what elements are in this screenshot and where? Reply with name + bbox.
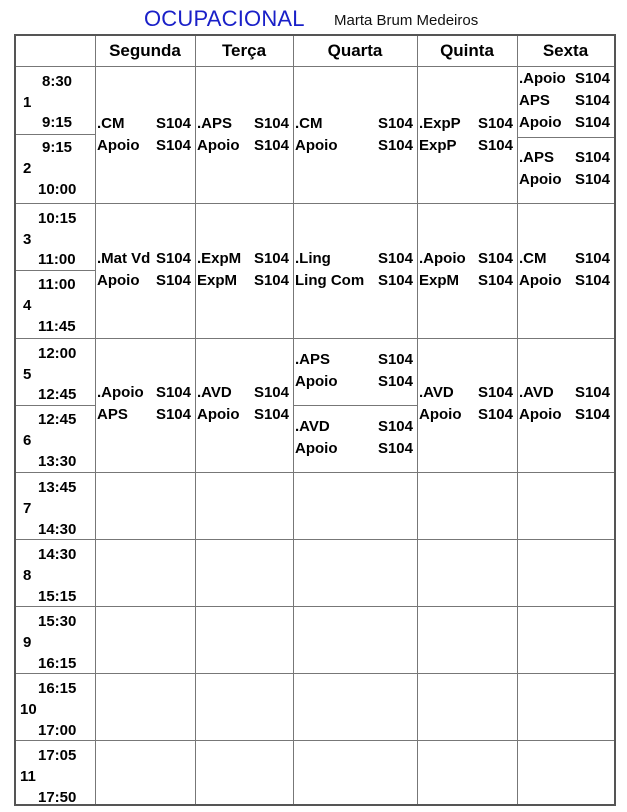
class-entry — [197, 382, 289, 404]
subject-code: Apoio — [197, 137, 240, 154]
day-header-sexta: Sexta — [542, 41, 589, 60]
room-code: S104 — [253, 406, 289, 423]
class-entry — [519, 248, 610, 270]
class-entry — [519, 404, 610, 426]
room-code: S104 — [574, 92, 610, 109]
room-code: S104 — [253, 115, 289, 132]
room-code: S104 — [155, 250, 191, 267]
subject-code: .Apoio — [419, 250, 466, 267]
period-number: 7 — [23, 500, 32, 517]
class-cell-b3-terca[interactable] — [197, 382, 289, 426]
class-entry — [419, 113, 513, 135]
subject-code: .APS — [295, 351, 331, 368]
room-code: S104 — [477, 250, 513, 267]
room-code: S104 — [574, 406, 610, 423]
subject-code: ExpM — [197, 272, 238, 289]
subject-code: .Apoio — [519, 70, 566, 87]
room-code: S104 — [574, 149, 610, 166]
period-end-time: 17:50 — [38, 789, 77, 806]
period-start-time: 15:30 — [38, 613, 77, 630]
row-divider — [16, 203, 614, 204]
subject-code: Apoio — [419, 406, 462, 423]
subject-code: .APS — [519, 149, 555, 166]
room-code: S104 — [377, 418, 413, 435]
cell-divider — [293, 405, 417, 406]
period-start-time: 10:15 — [38, 210, 77, 227]
row-divider — [16, 740, 614, 741]
room-code: S104 — [574, 384, 610, 401]
day-header-segunda: Segunda — [109, 41, 181, 60]
period-end-time: 13:30 — [38, 453, 77, 470]
class-entry — [295, 270, 413, 292]
room-code: S104 — [477, 115, 513, 132]
period-number: 10 — [20, 701, 37, 718]
class-entry — [519, 270, 610, 292]
period-start-time: 11:00 — [38, 276, 76, 293]
period-divider — [16, 134, 95, 135]
time-block — [16, 539, 95, 606]
period-start-time: 8:30 — [42, 73, 73, 90]
subject-code: .Mat Vd — [97, 250, 151, 267]
time-block — [16, 606, 95, 673]
subject-code: APS — [97, 406, 128, 423]
period-number: 11 — [20, 768, 36, 785]
subject-code: Apoio — [295, 137, 338, 154]
period-start-time: 16:15 — [38, 680, 77, 697]
room-code: S104 — [377, 373, 413, 390]
room-code: S104 — [477, 272, 513, 289]
subject-code: Apoio — [295, 373, 338, 390]
period-number: 5 — [23, 366, 32, 383]
row-divider — [16, 66, 614, 67]
period-end-time: 10:00 — [38, 181, 77, 198]
class-entry — [197, 404, 289, 426]
room-code: S104 — [477, 406, 513, 423]
subject-code: ExpP — [419, 137, 457, 154]
subject-code: .Apoio — [97, 384, 144, 401]
room-code: S104 — [377, 351, 413, 368]
subject-code: Apoio — [295, 440, 338, 457]
room-code: S104 — [253, 384, 289, 401]
column-divider — [417, 36, 418, 804]
class-entry — [295, 416, 413, 438]
room-code: S104 — [377, 115, 413, 132]
class-entry — [197, 248, 289, 270]
subject-code: Apoio — [519, 272, 562, 289]
class-cell-b3-quarta-top[interactable] — [295, 349, 413, 393]
period-start-time: 17:05 — [38, 747, 77, 764]
cell-divider — [517, 137, 614, 138]
class-cell-b2-sexta[interactable] — [519, 248, 610, 292]
period-end-time: 9:15 — [42, 114, 73, 131]
subject-code: Apoio — [519, 406, 562, 423]
class-entry — [295, 135, 413, 157]
period-end-time: 14:30 — [38, 521, 77, 538]
class-entry — [295, 248, 413, 270]
class-cell-b1-sexta-top[interactable] — [519, 68, 610, 134]
subject-code: .AVD — [197, 384, 232, 401]
subject-code: .Ling — [295, 250, 331, 267]
period-number: 9 — [23, 634, 32, 651]
subject-code: Apoio — [97, 137, 140, 154]
period-end-time: 12:45 — [38, 386, 77, 403]
period-start-time: 13:45 — [38, 479, 77, 496]
period-end-time: 17:00 — [38, 722, 77, 739]
period-number: 8 — [23, 567, 32, 584]
class-cell-b1-quarta[interactable] — [295, 113, 413, 157]
class-cell-b3-sexta[interactable] — [519, 382, 610, 426]
class-entry — [519, 169, 610, 191]
day-header-quarta: Quarta — [327, 41, 383, 60]
time-block — [16, 472, 95, 539]
period-start-time: 12:00 — [38, 345, 77, 362]
class-entry — [519, 382, 610, 404]
row-divider — [16, 606, 614, 607]
room-code: S104 — [155, 272, 191, 289]
teacher-name: Marta Brum Medeiros — [334, 12, 479, 29]
class-entry — [197, 135, 289, 157]
class-cell-b3-quarta-bottom[interactable] — [295, 416, 413, 460]
row-divider — [16, 673, 614, 674]
room-code: S104 — [574, 70, 610, 87]
class-entry — [97, 113, 191, 135]
room-code: S104 — [155, 406, 191, 423]
subject-code: .CM — [295, 115, 323, 132]
class-cell-b2-quinta[interactable] — [419, 248, 513, 292]
page-header — [0, 4, 627, 32]
room-code: S104 — [574, 250, 610, 267]
class-cell-b1-terca[interactable] — [197, 113, 289, 157]
period-start-time: 14:30 — [38, 546, 77, 563]
column-divider — [95, 36, 96, 804]
subject-code: .AVD — [519, 384, 554, 401]
column-divider — [517, 36, 518, 804]
room-code: S104 — [377, 250, 413, 267]
subject-code: .APS — [197, 115, 233, 132]
class-entry — [519, 112, 610, 134]
subject-code: .AVD — [419, 384, 454, 401]
class-entry — [419, 382, 513, 404]
subject-code: .CM — [97, 115, 125, 132]
room-code: S104 — [377, 272, 413, 289]
row-divider — [16, 338, 614, 339]
period-end-time: 11:00 — [38, 251, 76, 268]
time-block — [16, 673, 95, 740]
period-end-time: 16:15 — [38, 655, 77, 672]
subject-code: ExpM — [419, 272, 460, 289]
class-entry — [97, 248, 191, 270]
class-cell-b3-quinta[interactable] — [419, 382, 513, 426]
subject-code: Apoio — [197, 406, 240, 423]
day-header-quinta: Quinta — [440, 41, 494, 60]
subject-code: .CM — [519, 250, 547, 267]
period-number: 1 — [23, 94, 32, 111]
period-divider — [16, 405, 95, 406]
class-entry — [295, 438, 413, 460]
period-start-time: 9:15 — [42, 139, 73, 156]
class-cell-b2-segunda[interactable] — [97, 248, 191, 292]
period-number: 3 — [23, 231, 32, 248]
class-entry — [97, 382, 191, 404]
class-entry — [197, 113, 289, 135]
class-entry — [97, 404, 191, 426]
time-block — [16, 338, 95, 470]
period-number: 2 — [23, 160, 32, 177]
class-entry — [419, 270, 513, 292]
class-cell-b1-quinta[interactable] — [419, 113, 513, 157]
period-number: 6 — [23, 432, 32, 449]
room-code: S104 — [377, 137, 413, 154]
room-code: S104 — [377, 440, 413, 457]
class-cell-b3-segunda[interactable] — [97, 382, 191, 426]
room-code: S104 — [574, 272, 610, 289]
row-divider — [16, 539, 614, 540]
class-cell-b2-terca[interactable] — [197, 248, 289, 292]
class-entry — [419, 404, 513, 426]
subject-code: .ExpM — [197, 250, 242, 267]
class-cell-b1-segunda[interactable] — [97, 113, 191, 157]
period-end-time: 15:15 — [38, 588, 77, 605]
subject-code: APS — [519, 92, 550, 109]
column-divider — [195, 36, 196, 804]
class-entry — [295, 113, 413, 135]
room-code: S104 — [574, 171, 610, 188]
period-start-time: 12:45 — [38, 411, 77, 428]
class-entry — [197, 270, 289, 292]
room-code: S104 — [155, 115, 191, 132]
subject-code: .AVD — [295, 418, 330, 435]
class-cell-b2-quarta[interactable] — [295, 248, 413, 292]
room-code: S104 — [253, 137, 289, 154]
class-entry — [97, 270, 191, 292]
period-number: 4 — [23, 297, 32, 314]
time-block — [16, 66, 95, 198]
day-header-terca: Terça — [221, 41, 267, 60]
period-end-time: 11:45 — [38, 318, 76, 335]
class-entry — [519, 147, 610, 169]
subject-code: Apoio — [519, 171, 562, 188]
room-code: S104 — [253, 272, 289, 289]
class-cell-b1-sexta-bottom[interactable] — [519, 147, 610, 191]
period-divider — [16, 270, 95, 271]
page-title: OCUPACIONAL — [144, 6, 305, 31]
time-block — [16, 740, 95, 807]
room-code: S104 — [477, 137, 513, 154]
subject-code: Apoio — [519, 114, 562, 131]
class-entry — [519, 90, 610, 112]
time-block — [16, 203, 95, 335]
row-divider — [16, 472, 614, 473]
subject-code: .ExpP — [419, 115, 461, 132]
class-entry — [419, 248, 513, 270]
room-code: S104 — [155, 384, 191, 401]
room-code: S104 — [253, 250, 289, 267]
subject-code: Ling Com — [295, 272, 365, 289]
timetable-grid — [14, 34, 616, 806]
class-entry — [97, 135, 191, 157]
room-code: S104 — [574, 114, 610, 131]
column-divider — [293, 36, 294, 804]
room-code: S104 — [155, 137, 191, 154]
subject-code: Apoio — [97, 272, 140, 289]
room-code: S104 — [477, 384, 513, 401]
class-entry — [419, 135, 513, 157]
class-entry — [519, 68, 610, 90]
class-entry — [295, 371, 413, 393]
class-entry — [295, 349, 413, 371]
